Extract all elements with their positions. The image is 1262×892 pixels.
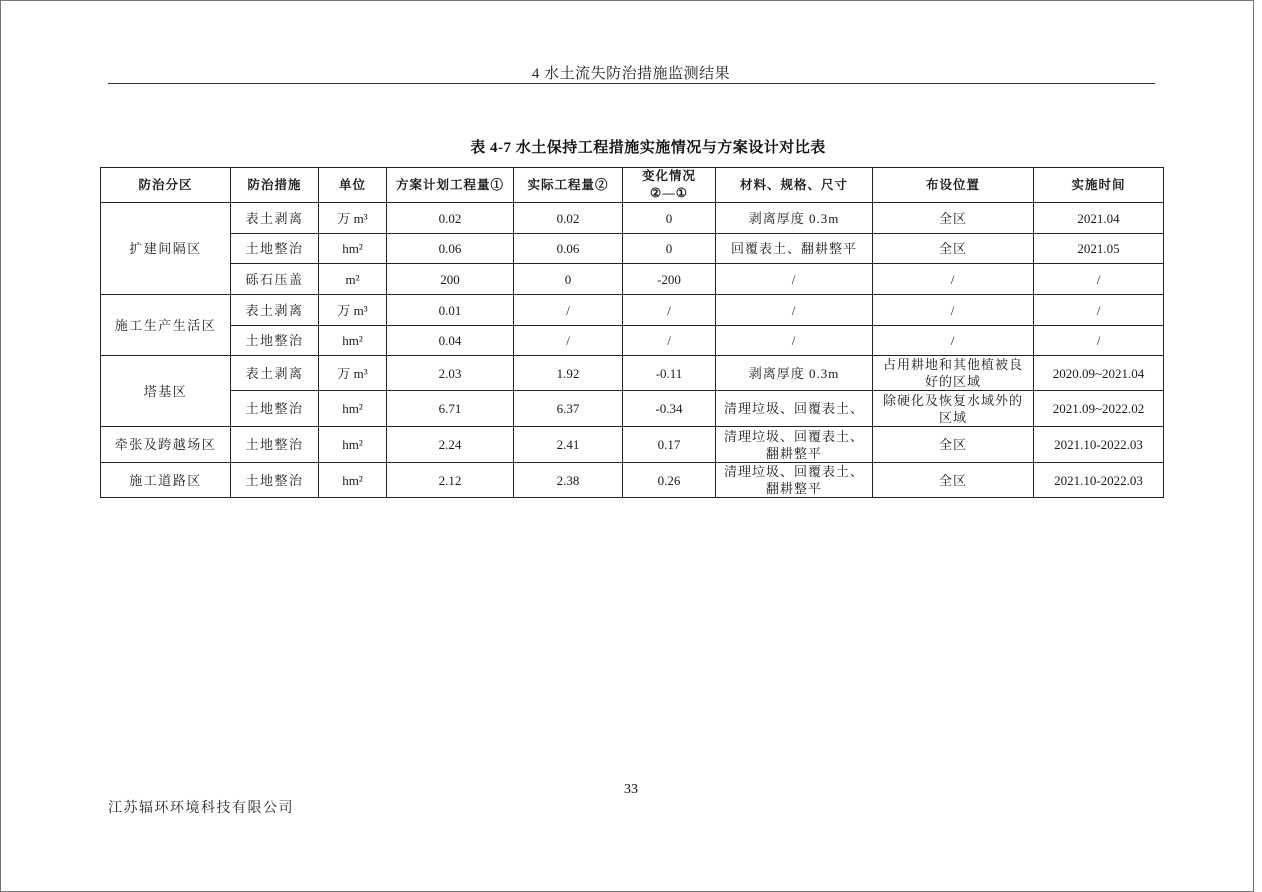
table-title: 表 4-7 水土保持工程措施实施情况与方案设计对比表: [470, 140, 826, 156]
header-rule: [108, 83, 1155, 84]
header-zone: 防治分区: [101, 168, 231, 203]
unit-cell: hm²: [319, 427, 387, 463]
footer-company: 江苏辐环环境科技有限公司: [108, 801, 294, 816]
measure-cell: 土地整治: [231, 234, 319, 264]
time-cell: 2020.09~2021.04: [1034, 356, 1164, 391]
table-row: [101, 356, 1164, 391]
measure-cell: 表土剥离: [231, 203, 319, 234]
material-cell: 清理垃圾、回覆表土、翻耕整平: [716, 427, 873, 463]
time-cell: 2021.05: [1034, 234, 1164, 264]
location-cell: /: [873, 264, 1034, 295]
actual-cell: 2.41: [514, 427, 623, 463]
change-cell: -0.34: [623, 391, 716, 427]
unit-cell: 万 m³: [319, 203, 387, 234]
change-cell: 0.17: [623, 427, 716, 463]
planned-cell: 0.01: [387, 295, 514, 326]
unit-cell: 万 m³: [319, 295, 387, 326]
actual-cell: 2.38: [514, 463, 623, 498]
header-actual: 实际工程量②: [514, 168, 623, 203]
change-cell: -0.11: [623, 356, 716, 391]
actual-cell: /: [514, 326, 623, 356]
unit-cell: m²: [319, 264, 387, 295]
actual-cell: 0.02: [514, 203, 623, 234]
time-cell: 2021.09~2022.02: [1034, 391, 1164, 427]
time-cell: 2021.10-2022.03: [1034, 427, 1164, 463]
location-cell: 全区: [873, 234, 1034, 264]
location-cell: 占用耕地和其他植被良好的区域: [873, 356, 1034, 391]
table-body: [101, 203, 1164, 498]
unit-cell: hm²: [319, 463, 387, 498]
header-location: 布设位置: [873, 168, 1034, 203]
material-cell: 清理垃圾、回覆表土、: [716, 391, 873, 427]
unit-cell: hm²: [319, 234, 387, 264]
header-material: 材料、规格、尺寸: [716, 168, 873, 203]
time-cell: /: [1034, 326, 1164, 356]
header-planned: 方案计划工程量①: [387, 168, 514, 203]
table-row: [101, 391, 1164, 427]
actual-cell: 6.37: [514, 391, 623, 427]
table-header: [101, 168, 1164, 203]
planned-cell: 200: [387, 264, 514, 295]
location-cell: /: [873, 326, 1034, 356]
header-change-formula: ②—①: [650, 186, 688, 200]
planned-cell: 2.12: [387, 463, 514, 498]
measure-cell: 表土剥离: [231, 356, 319, 391]
measure-cell: 砾石压盖: [231, 264, 319, 295]
location-cell: 全区: [873, 427, 1034, 463]
zone-cell: 施工道路区: [101, 463, 231, 498]
change-cell: 0: [623, 234, 716, 264]
header-change: [623, 168, 716, 203]
material-cell: /: [716, 295, 873, 326]
planned-cell: 2.03: [387, 356, 514, 391]
table-row: [101, 427, 1164, 463]
table-row: [101, 295, 1164, 326]
comparison-table: [100, 167, 1164, 498]
measure-cell: 表土剥离: [231, 295, 319, 326]
time-cell: /: [1034, 295, 1164, 326]
measure-cell: 土地整治: [231, 326, 319, 356]
unit-cell: 万 m³: [319, 356, 387, 391]
table-row: [101, 264, 1164, 295]
time-cell: 2021.04: [1034, 203, 1164, 234]
location-cell: 除硬化及恢复水域外的区域: [873, 391, 1034, 427]
time-cell: 2021.10-2022.03: [1034, 463, 1164, 498]
actual-cell: 0: [514, 264, 623, 295]
time-cell: /: [1034, 264, 1164, 295]
zone-cell: 扩建间隔区: [101, 203, 231, 295]
material-cell: 剥离厚度 0.3m: [716, 203, 873, 234]
change-cell: /: [623, 326, 716, 356]
page-number: 33: [624, 782, 638, 797]
header-measure: 防治措施: [231, 168, 319, 203]
zone-cell: 牵张及跨越场区: [101, 427, 231, 463]
actual-cell: /: [514, 295, 623, 326]
location-cell: 全区: [873, 463, 1034, 498]
header-time: 实施时间: [1034, 168, 1164, 203]
material-cell: 清理垃圾、回覆表土、翻耕整平: [716, 463, 873, 498]
location-cell: /: [873, 295, 1034, 326]
actual-cell: 0.06: [514, 234, 623, 264]
table-row: [101, 463, 1164, 498]
unit-cell: hm²: [319, 326, 387, 356]
zone-cell: 施工生产生活区: [101, 295, 231, 356]
table-row: [101, 326, 1164, 356]
planned-cell: 6.71: [387, 391, 514, 427]
planned-cell: 0.06: [387, 234, 514, 264]
material-cell: /: [716, 264, 873, 295]
planned-cell: 0.02: [387, 203, 514, 234]
measure-cell: 土地整治: [231, 427, 319, 463]
material-cell: /: [716, 326, 873, 356]
table-row: [101, 203, 1164, 234]
header-change-label: 变化情况: [641, 169, 696, 183]
planned-cell: 0.04: [387, 326, 514, 356]
change-cell: 0.26: [623, 463, 716, 498]
header-row: [101, 168, 1164, 203]
running-header: 4 水土流失防治措施监测结果: [531, 66, 731, 82]
table-row: [101, 234, 1164, 264]
material-cell: 回覆表土、翻耕整平: [716, 234, 873, 264]
location-cell: 全区: [873, 203, 1034, 234]
measure-cell: 土地整治: [231, 463, 319, 498]
material-cell: 剥离厚度 0.3m: [716, 356, 873, 391]
measure-cell: 土地整治: [231, 391, 319, 427]
zone-cell: 塔基区: [101, 356, 231, 427]
change-cell: 0: [623, 203, 716, 234]
unit-cell: hm²: [319, 391, 387, 427]
planned-cell: 2.24: [387, 427, 514, 463]
change-cell: -200: [623, 264, 716, 295]
header-unit: 单位: [319, 168, 387, 203]
change-cell: /: [623, 295, 716, 326]
actual-cell: 1.92: [514, 356, 623, 391]
